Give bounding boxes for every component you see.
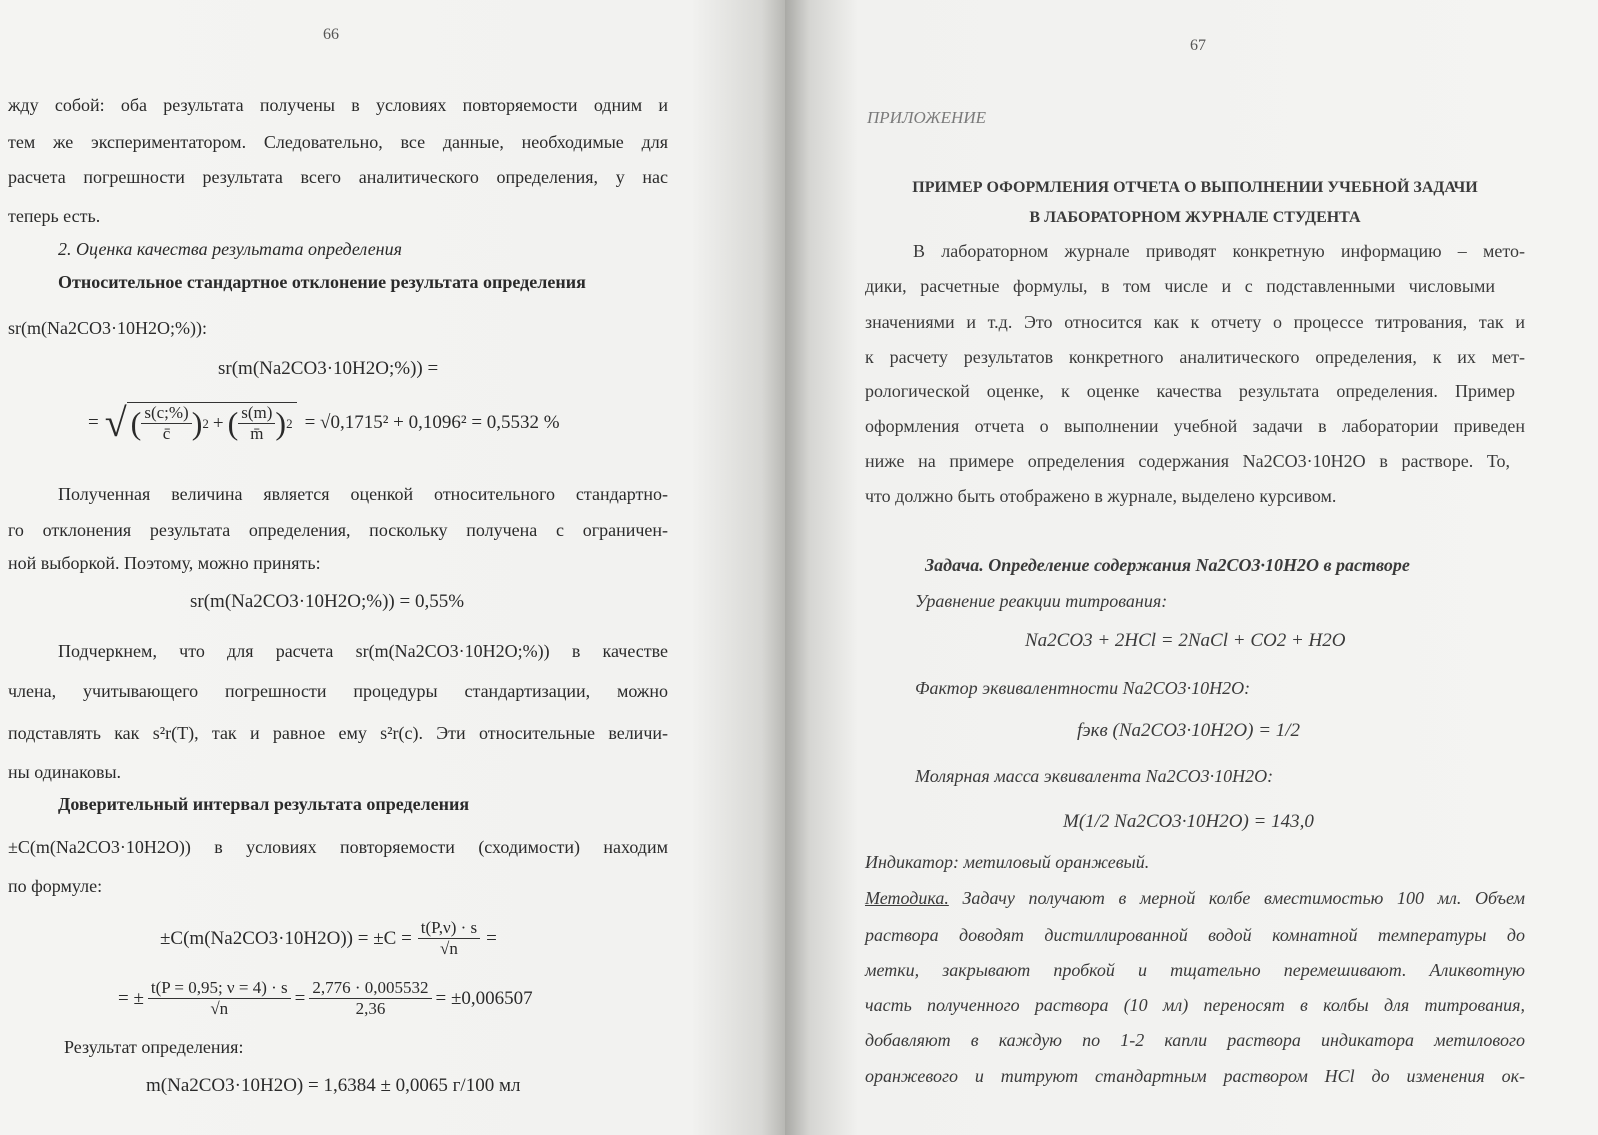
appendix-label: ПРИЛОЖЕНИЕ bbox=[867, 108, 986, 127]
fraction-numerator: t(P,ν) · s bbox=[418, 918, 480, 939]
paragraph-line: ны одинаковы. bbox=[8, 762, 122, 782]
result-label: Результат определения: bbox=[64, 1037, 244, 1057]
fraction bbox=[309, 978, 431, 1019]
method-label: Методика. bbox=[865, 888, 949, 908]
paragraph-line: теперь есть. bbox=[8, 206, 101, 226]
fraction bbox=[148, 978, 291, 1019]
sqrt-content: ( $\frac{s(c;\%)}{c̄}$ ) 2 + ( $\frac{s(m)}{m̄}$ ) 2 bbox=[127, 402, 297, 444]
fraction-denominator: √n bbox=[210, 999, 229, 1018]
paragraph-line: члена, учитывающего погрешности процедуры стандартизации, можно bbox=[8, 681, 668, 701]
reaction-equation: Na2CO3 + 2HCl = 2NaCl + CO2 + H2O bbox=[1025, 630, 1346, 651]
paragraph-line: жду собой: оба результата получены в условиях повторяемости одним и bbox=[8, 95, 668, 115]
rsd-heading: Относительное стандартное отклонение результата определения bbox=[58, 272, 586, 292]
method-line: часть полученного раствора (10 мл) переносят в колбы для титрования, bbox=[865, 995, 1525, 1015]
method-line: добавляют в каждую по 1-2 капли раствора индикатора метилового bbox=[865, 1030, 1525, 1050]
method-line: метки, закрывают пробкой и тщательно перемешивают. Аликвотную bbox=[865, 960, 1525, 980]
formula-rsd-result: = √0,1715² + 0,1096² = 0,5532 % bbox=[304, 412, 560, 433]
paragraph-line: В лабораторном журнале приводят конкретную информацию – мето- bbox=[913, 241, 1525, 261]
formula-result: = ±0,006507 bbox=[435, 987, 533, 1009]
fraction-denominator: 2,36 bbox=[355, 999, 386, 1018]
formula-rsd-expansion bbox=[88, 402, 560, 444]
paragraph-line: рологической оценке, к оценке качества результата определения. Пример bbox=[865, 381, 1515, 401]
right-page bbox=[785, 0, 1598, 1135]
appendix-title: ПРИМЕР ОФОРМЛЕНИЯ ОТЧЕТА О ВЫПОЛНЕНИИ УЧЕБНОЙ ЗАДАЧИ bbox=[912, 179, 1478, 196]
sqrt-icon: √ bbox=[104, 400, 127, 445]
formula-prefix: = ± bbox=[118, 987, 144, 1009]
paragraph-line: дики, расчетные формулы, в том числе и с подставленными числовыми bbox=[865, 276, 1495, 296]
fraction bbox=[238, 403, 275, 444]
formula-ci-lhs: ±C(m(Na2CO3·10H2O)) = ±C = bbox=[160, 927, 412, 949]
result-formula: m(Na2CO3·10H2O) = 1,6384 ± 0,0065 г/100 мл bbox=[146, 1075, 521, 1096]
factor-label: Фактор эквивалентности Na2CO3·10H2O: bbox=[915, 678, 1251, 698]
method-line bbox=[865, 880, 1525, 917]
formula-ci-value: = ± $\frac{t(P = 0,95; \nu = 4) \cdot s}{√n}$ = $\frac{2,776 \cdot 0,005532}{2,36}$ = ±0,006507 bbox=[118, 978, 533, 1018]
equals-sign: = bbox=[486, 927, 497, 949]
method-line: оранжевого и титруют стандартным раствором HCl до изменения ок- bbox=[865, 1066, 1525, 1086]
fraction-numerator: s(c;%) bbox=[141, 403, 191, 424]
paragraph-line: тем же экспериментатором. Следовательно, все данные, необходимые для bbox=[8, 132, 668, 152]
paren-icon: ( bbox=[130, 405, 142, 441]
fraction-numerator: 2,776 · 0,005532 bbox=[309, 978, 431, 999]
indicator: Индикатор: метиловый оранжевый. bbox=[865, 852, 1150, 872]
paragraph-line: ±C(m(Na2CO3·10H2O)) в условиях повторяемости (сходимости) находим bbox=[8, 837, 668, 857]
paragraph-line: подставлять как s²r(Т), так и равное ему s²r(c). Эти относительные величи- bbox=[8, 723, 668, 743]
paragraph-line: оформления отчета о выполнении учебной задачи в лаборатории приведен bbox=[865, 416, 1525, 436]
fraction bbox=[418, 918, 480, 959]
fraction bbox=[141, 403, 191, 444]
paragraph-line: расчета погрешности результата всего аналитического определения, у нас bbox=[8, 167, 668, 187]
molar-value: M(1/2 Na2CO3·10H2O) = 143,0 bbox=[1063, 811, 1314, 832]
fraction-denominator: c̄ bbox=[162, 424, 171, 443]
fraction-numerator: s(m) bbox=[238, 403, 275, 424]
factor-value: fэкв (Na2CO3·10H2O) = 1/2 bbox=[1077, 720, 1301, 741]
ci-heading: Доверительный интервал результата определения bbox=[58, 794, 470, 814]
formula-rsd-lhs: sr(m(Na2CO3·10H2O;%)) = bbox=[218, 358, 439, 379]
method-line: раствора доводят дистиллированной водой комнатной температуры до bbox=[865, 925, 1525, 945]
paragraph-line: значениями и т.д. Это относится как к отчету о процессе титрования, так и bbox=[865, 312, 1525, 332]
formula-rsd-value: sr(m(Na2CO3·10H2O;%)) = 0,55% bbox=[190, 591, 465, 612]
equals-sign: = bbox=[88, 412, 99, 433]
paragraph-line: го отклонения результата определения, поскольку получена с ограничен- bbox=[8, 520, 668, 540]
paragraph-line: что должно быть отображено в журнале, выделено курсивом. bbox=[865, 486, 1337, 506]
paren-icon: ) bbox=[191, 405, 203, 441]
fraction-denominator: m̄ bbox=[250, 424, 264, 443]
method-text: Задачу получают в мерной колбе вместимостью 100 мл. Объем bbox=[962, 888, 1525, 908]
rsd-symbol: sr(m(Na2CO3·10H2O;%)): bbox=[8, 318, 207, 338]
section-heading: 2. Оценка качества результата определения bbox=[58, 239, 402, 259]
left-page bbox=[0, 0, 785, 1135]
molar-label: Молярная масса эквивалента Na2CO3·10H2O: bbox=[915, 766, 1274, 786]
paren-icon: ) bbox=[275, 405, 287, 441]
task-heading: Задача. Определение содержания Na2CO3·10H2O в растворе bbox=[925, 555, 1410, 575]
paragraph-line: Полученная величина является оценкой относительного стандартно- bbox=[58, 484, 668, 504]
paragraph-line: ной выборкой. Поэтому, можно принять: bbox=[8, 553, 321, 573]
paragraph-line: ниже на примере определения содержания Na2CO3·10H2O в растворе. То, bbox=[865, 451, 1510, 471]
reaction-label: Уравнение реакции титрования: bbox=[915, 591, 1168, 611]
fraction-numerator: t(P = 0,95; ν = 4) · s bbox=[148, 978, 291, 999]
page-number: 66 bbox=[323, 26, 339, 43]
paragraph-line: Подчеркнем, что для расчета sr(m(Na2CO3·10H2O;%)) в качестве bbox=[58, 641, 668, 661]
appendix-title: В ЛАБОРАТОРНОМ ЖУРНАЛЕ СТУДЕНТА bbox=[1029, 209, 1361, 226]
formula-ci bbox=[160, 918, 497, 959]
paragraph-line: к расчету результатов конкретного аналитического определения, к их мет- bbox=[865, 347, 1525, 367]
page-number: 67 bbox=[1190, 37, 1206, 54]
paragraph-line: по формуле: bbox=[8, 876, 103, 896]
fraction-denominator: √n bbox=[440, 939, 458, 958]
paren-icon: ( bbox=[227, 405, 239, 441]
